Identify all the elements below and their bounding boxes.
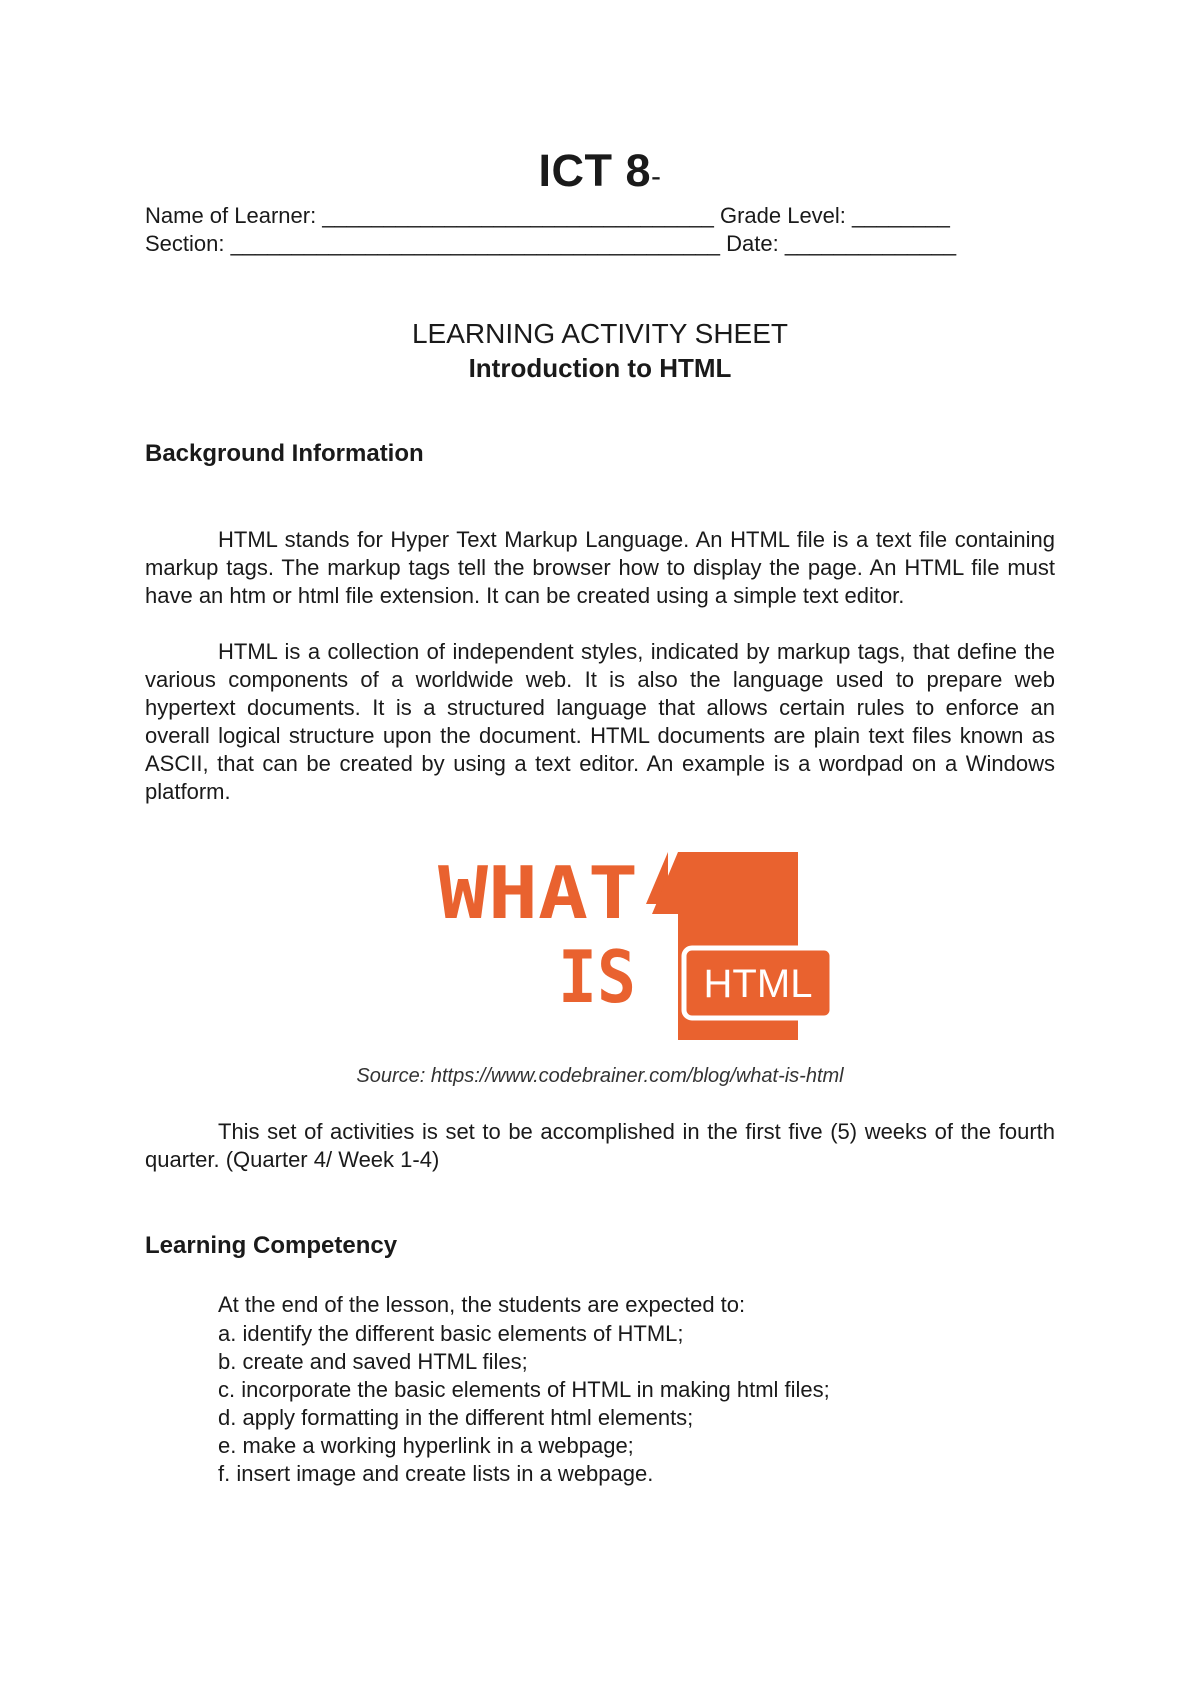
background-paragraph-1: HTML stands for Hyper Text Markup Language. An HTML file is a text file containing markup tags. The markup tags tell the browser how to display the page. An HTML file must have an htm or html file extension. It can be created using a simple text editor. [145,527,1055,608]
competency-list [218,1320,830,1488]
what-is-html-logo [438,852,858,1042]
competency-item: a. identify the different basic elements of HTML; [218,1321,684,1346]
learner-grade-line: Name of Learner: ________________________________ Grade Level: ________ [145,203,950,228]
logo-badge-text: HTML [703,962,813,1006]
background-paragraph-2: HTML is a collection of independent styles, indicated by markup tags, that define the various components of a worldwide web. It is also the language used to prepare web hypertext documents. It is a structured language that allows certain rules to enforce an overall logical structure upon the document. HTML documents are plain text files known as ASCII, that can be created by using a text editor. An example is a wordpad on a Windows platform. [145,639,1055,804]
competency-intro: At the end of the lesson, the students are expected to: [218,1292,746,1317]
sheet-subtitle: Introduction to HTML [468,353,732,383]
competency-item: b. create and saved HTML files; [218,1349,528,1374]
title-text: ICT 8 [538,145,652,196]
image-source-caption: Source: https://www.codebrainer.com/blog/what-is-html [356,1065,844,1087]
background-heading: Background Information [145,440,424,467]
competency-item: e. make a working hyperlink in a webpage; [218,1433,634,1458]
competency-heading: Learning Competency [145,1232,398,1259]
sheet-title: LEARNING ACTIVITY SHEET [411,318,789,349]
section-date-line: Section: ________________________________________ Date: ______________ [145,231,957,256]
competency-item: c. incorporate the basic elements of HTML in making html files; [218,1377,830,1402]
logo-word-is: IS [558,935,636,1019]
competency-item: f. insert image and create lists in a webpage. [218,1461,654,1486]
page-title [0,145,1200,197]
competency-item: d. apply formatting in the different html elements; [218,1405,694,1430]
title-suffix: - [651,160,662,193]
schedule-paragraph: This set of activities is set to be accomplished in the first five (5) weeks of the fourth quarter. (Quarter 4/ Week 1-4) [145,1119,1055,1172]
logo-word-what: WHAT [438,852,638,935]
